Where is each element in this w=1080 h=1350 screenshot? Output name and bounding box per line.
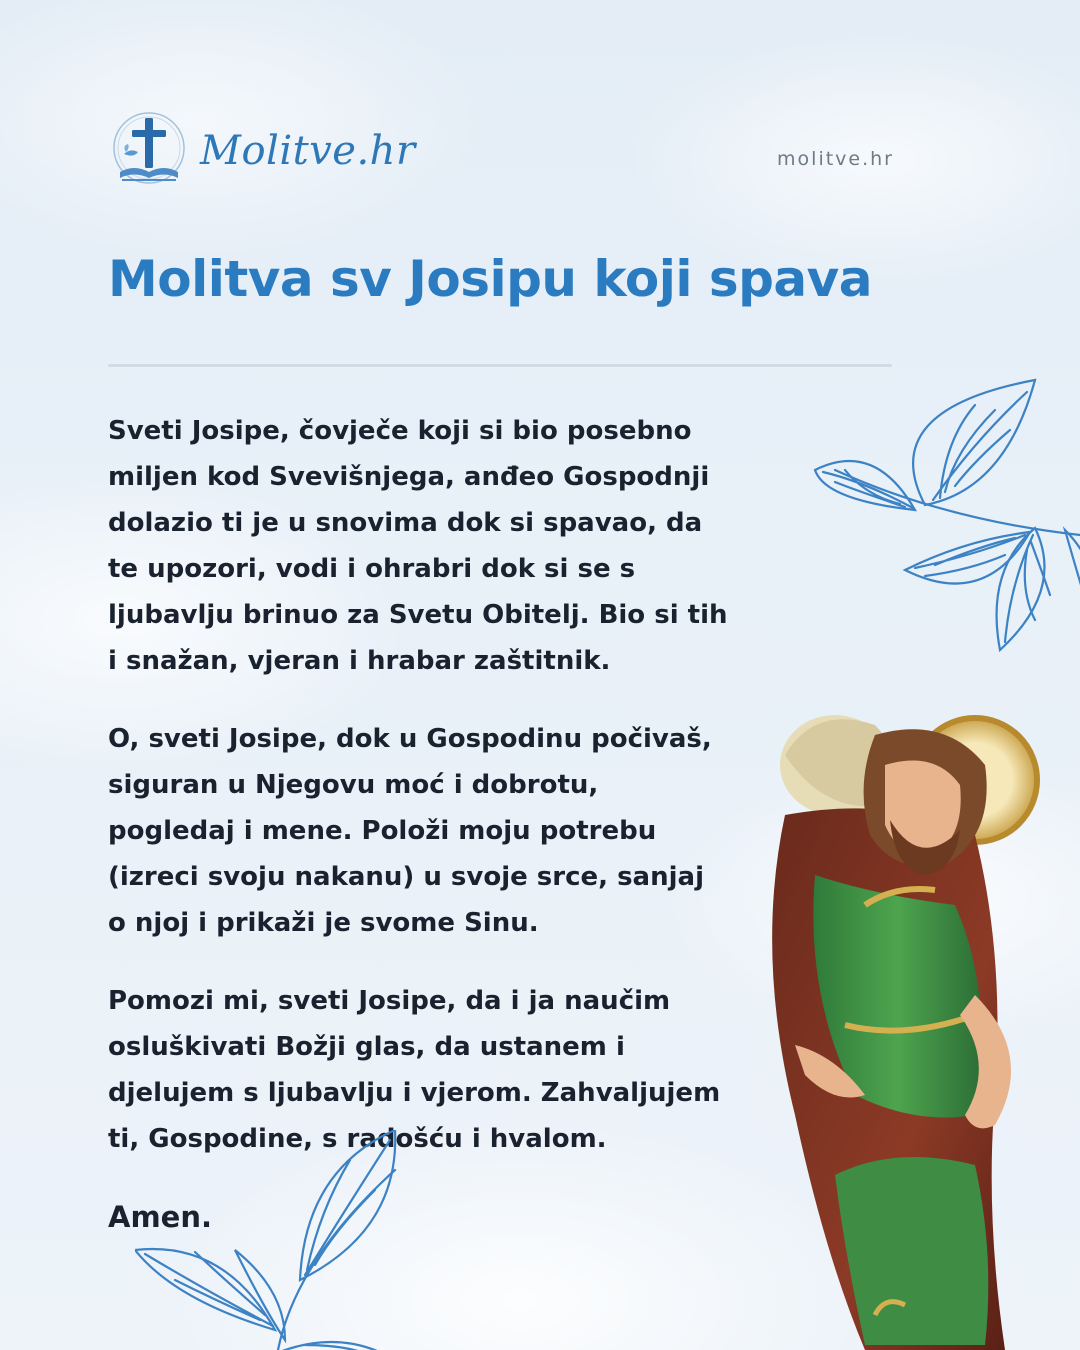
leaf-branch-icon (805, 370, 1080, 680)
prayer-closing: Amen. (108, 1200, 212, 1234)
prayer-paragraph-2: O, sveti Josipe, dok u Gospodinu počivaš, siguran u Njegovu moć i dobrotu, pogledaj i mene. Položi moju potrebu (izreci svoju nakanu) u svoje srce, sanjaj o njoj i prikaži je svome Sinu. (108, 724, 712, 938)
prayer-title: Molitva sv Josipu koji spava (108, 250, 873, 308)
prayer-paragraph-1: Sveti Josipe, čovječe koji si bio posebno miljen kod Svevišnjega, anđeo Gospodnji dolazio ti je u snovima dok si spavao, da te upozori, vodi i ohrabri dok si se s ljubavlju brinuo za Svetu Obitelj. Bio si tih i snažan, vjeran i hrabar zaštitnik. (108, 416, 728, 676)
sleeping-saint-joseph-statue (745, 695, 1080, 1350)
divider (108, 364, 892, 367)
prayer-paragraph-3: Pomozi mi, sveti Josipe, da i ja naučim osluškivati Božji glas, da ustanem i djelujem s ljubavlju i vjerom. Zahvaljujem ti, Gospodine, s radošću i hvalom. (108, 986, 721, 1154)
brand-logo[interactable] (108, 110, 416, 192)
site-url[interactable]: molitve.hr (777, 148, 894, 170)
cross-dove-book-icon (108, 110, 190, 192)
logo-text: Molitve.hr (200, 128, 416, 174)
leaf-branch-icon (135, 1130, 435, 1350)
